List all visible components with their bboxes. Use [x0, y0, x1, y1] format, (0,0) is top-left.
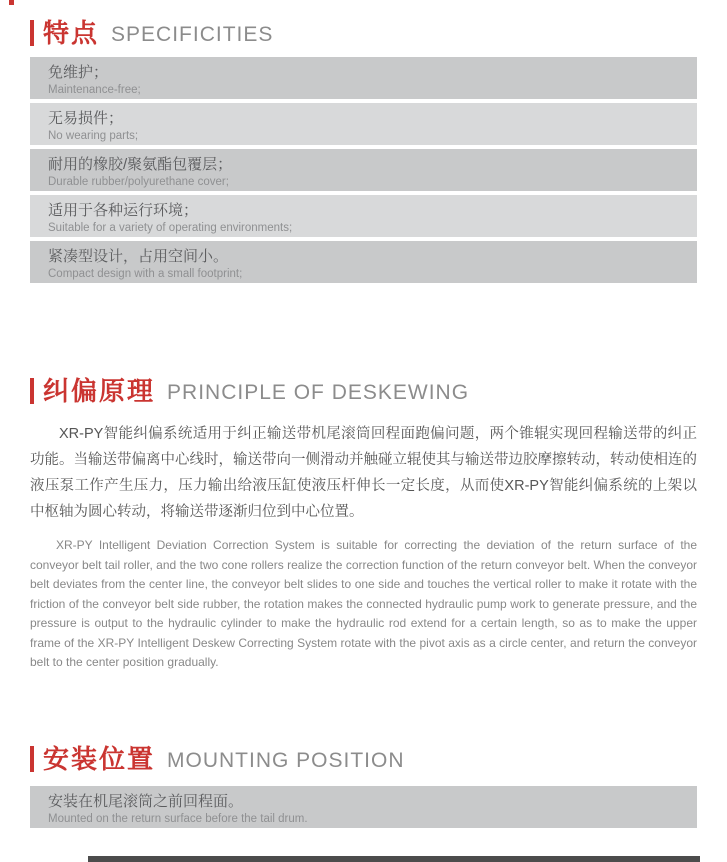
feature-text-en: Suitable for a variety of operating environments;	[48, 221, 293, 234]
mounting-text-zh: 安装在机尾滚筒之前回程面。	[48, 792, 244, 810]
feature-item	[30, 103, 697, 145]
feature-text-zh: 紧凑型设计，占用空间小。	[48, 247, 229, 265]
section-title-en: PRINCIPLE OF DESKEWING	[167, 381, 470, 404]
section-title-zh: 特点	[43, 18, 100, 48]
section-title-en: SPECIFICITIES	[111, 23, 274, 46]
page-edge-red-mark	[9, 0, 14, 5]
section-title-zh: 安装位置	[43, 744, 156, 774]
feature-text-zh: 耐用的橡胶/聚氨酯包覆层；	[48, 155, 233, 173]
feature-text-en: No wearing parts;	[48, 129, 139, 142]
page-bottom-divider	[88, 856, 700, 862]
principle-paragraph-zh: XR-PY智能纠偏系统适用于纠正输送带机尾滚筒回程面跑偏问题，两个锥辊实现回程输送带的纠正功能。当输送带偏离中心线时，输送带向一侧滑动并触碰立辊使其与输送带边胶摩擦转动，转动使相连的液压泵工作产生压力，压力输出给液压缸使液压杆伸长一定长度，从而使XR-PY智能纠偏系统的上架以中枢轴为圆心转动，将输送带逐渐归位到中心位置。	[30, 426, 697, 520]
section-principle	[30, 378, 697, 673]
feature-text-en: Maintenance-free;	[48, 83, 141, 96]
feature-item	[30, 195, 697, 237]
feature-list	[30, 57, 697, 283]
mounting-text-en: Mounted on the return surface before the tail drum.	[48, 812, 308, 825]
principle-paragraph-en: XR-PY Intelligent Deviation Correction System is suitable for correcting the deviation of the return surface of the conveyor belt tail roller, and the two cone rollers realize the correction function of the return conveyor belt. When the conveyor belt deviates from the center line, the conveyor belt slides to one side and touches the vertical roller to make it rotate with the friction of the conveyor belt side rubber, the rotation makes the connected hydraulic pump work to generate pressure, and the pressure is output to the hydraulic cylinder to make the hydraulic rod extend for a certain length, so as to make the upper frame of the XR-PY Intelligent Deskew Correcting System rotate with the pivot axis as a circle center, and return the conveyor belt to the center position gradually.	[30, 538, 697, 669]
section-marker	[30, 746, 34, 772]
section-marker	[30, 378, 34, 404]
feature-text-zh: 适用于各种运行环境；	[48, 201, 199, 219]
feature-text-zh: 免维护；	[48, 63, 109, 81]
feature-text-en: Compact design with a small footprint;	[48, 267, 243, 280]
section-specificities	[30, 20, 697, 283]
section-marker	[30, 20, 34, 46]
feature-text-en: Durable rubber/polyurethane cover;	[48, 175, 229, 188]
section-header-principle	[30, 378, 697, 404]
section-header-mounting	[30, 746, 697, 772]
feature-item	[30, 241, 697, 283]
section-mounting	[30, 746, 697, 828]
feature-item	[30, 149, 697, 191]
section-title-en: MOUNTING POSITION	[167, 749, 405, 772]
section-header-specificities	[30, 20, 697, 46]
feature-text-zh: 无易损件；	[48, 109, 124, 127]
section-title-zh: 纠偏原理	[43, 376, 156, 406]
mounting-item	[30, 786, 697, 828]
feature-item	[30, 57, 697, 99]
